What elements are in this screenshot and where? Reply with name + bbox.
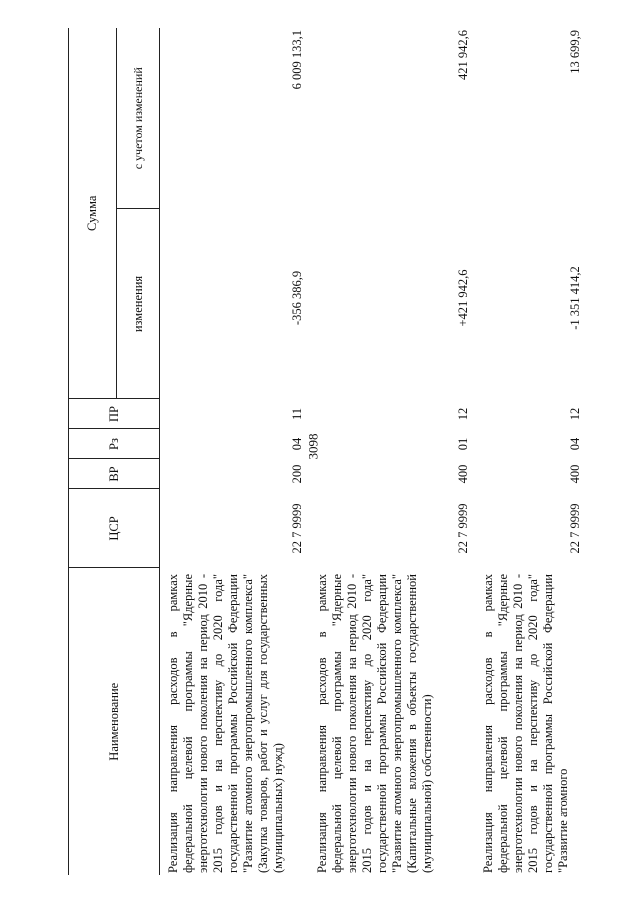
header-changes: изменения [117,209,160,399]
table-row [309,28,475,875]
row-change: +421 942,6 [455,269,470,327]
row-total: 6 009 133,1 [289,30,304,90]
row-pr: 12 [455,407,470,421]
budget-table [68,28,587,875]
table-row [160,28,309,875]
row-pr: 11 [289,407,304,421]
page-number: 3098 [305,433,321,460]
row-change: -356 386,9 [289,270,304,326]
row-csr: 22 7 9999 [567,503,582,554]
row-change: -1 351 414,2 [567,266,582,330]
row-vr: 200 [289,464,304,484]
row-name: Реализация направления расходов в рамках федеральной целевой программы "Ядерные энерготехнологии нового поколения на период 2010 - 2015 годов и на перспективу до 2020 года" государственной программы Российской Федерации "Развитие атомного [480,574,570,873]
row-csr: 22 7 9999 [455,503,470,554]
header-sum: Сумма [69,28,117,399]
row-rz: 01 [455,437,470,451]
budget-table-sheet [68,28,608,875]
header-pr: ПР [69,399,160,429]
header-csr: ЦСР [69,489,160,568]
row-name: Реализация направления расходов в рамках федеральной целевой программы "Ядерные энерготехнологии нового поколения на период 2010 - 2015 годов и на перспективу до 2020 года" государственной программы Российской Федерации "Развитие атомного энергопромышленного комплекса" (Капитальные вложения в объекты государственной (муниципальной) собственности) [314,574,434,873]
row-total: 421 942,6 [455,30,470,80]
table-row [475,28,587,875]
row-total: 13 699,9 [567,30,582,74]
row-pr: 12 [567,407,582,421]
row-name: Реализация направления расходов в рамках федеральной целевой программы "Ядерные энерготехнологии нового поколения на период 2010 - 2015 годов и на перспективу до 2020 года" государственной программы Российской Федерации "Развитие атомного энергопромышленного комплекса" (Закупка товаров, работ и услуг для государственных (муниципальных) нужд) [166,574,285,873]
row-rz: 04 [567,437,582,451]
row-rz: 04 [289,437,304,451]
header-name: Наименование [69,568,160,875]
header-with-changes: с учетом изменений [117,28,160,209]
header-vr: ВР [69,459,160,489]
row-vr: 400 [455,464,470,484]
rotated-page-frame [68,28,608,875]
row-csr: 22 7 9999 [289,503,304,554]
row-vr: 400 [567,464,582,484]
header-rz: Рз [69,429,160,459]
